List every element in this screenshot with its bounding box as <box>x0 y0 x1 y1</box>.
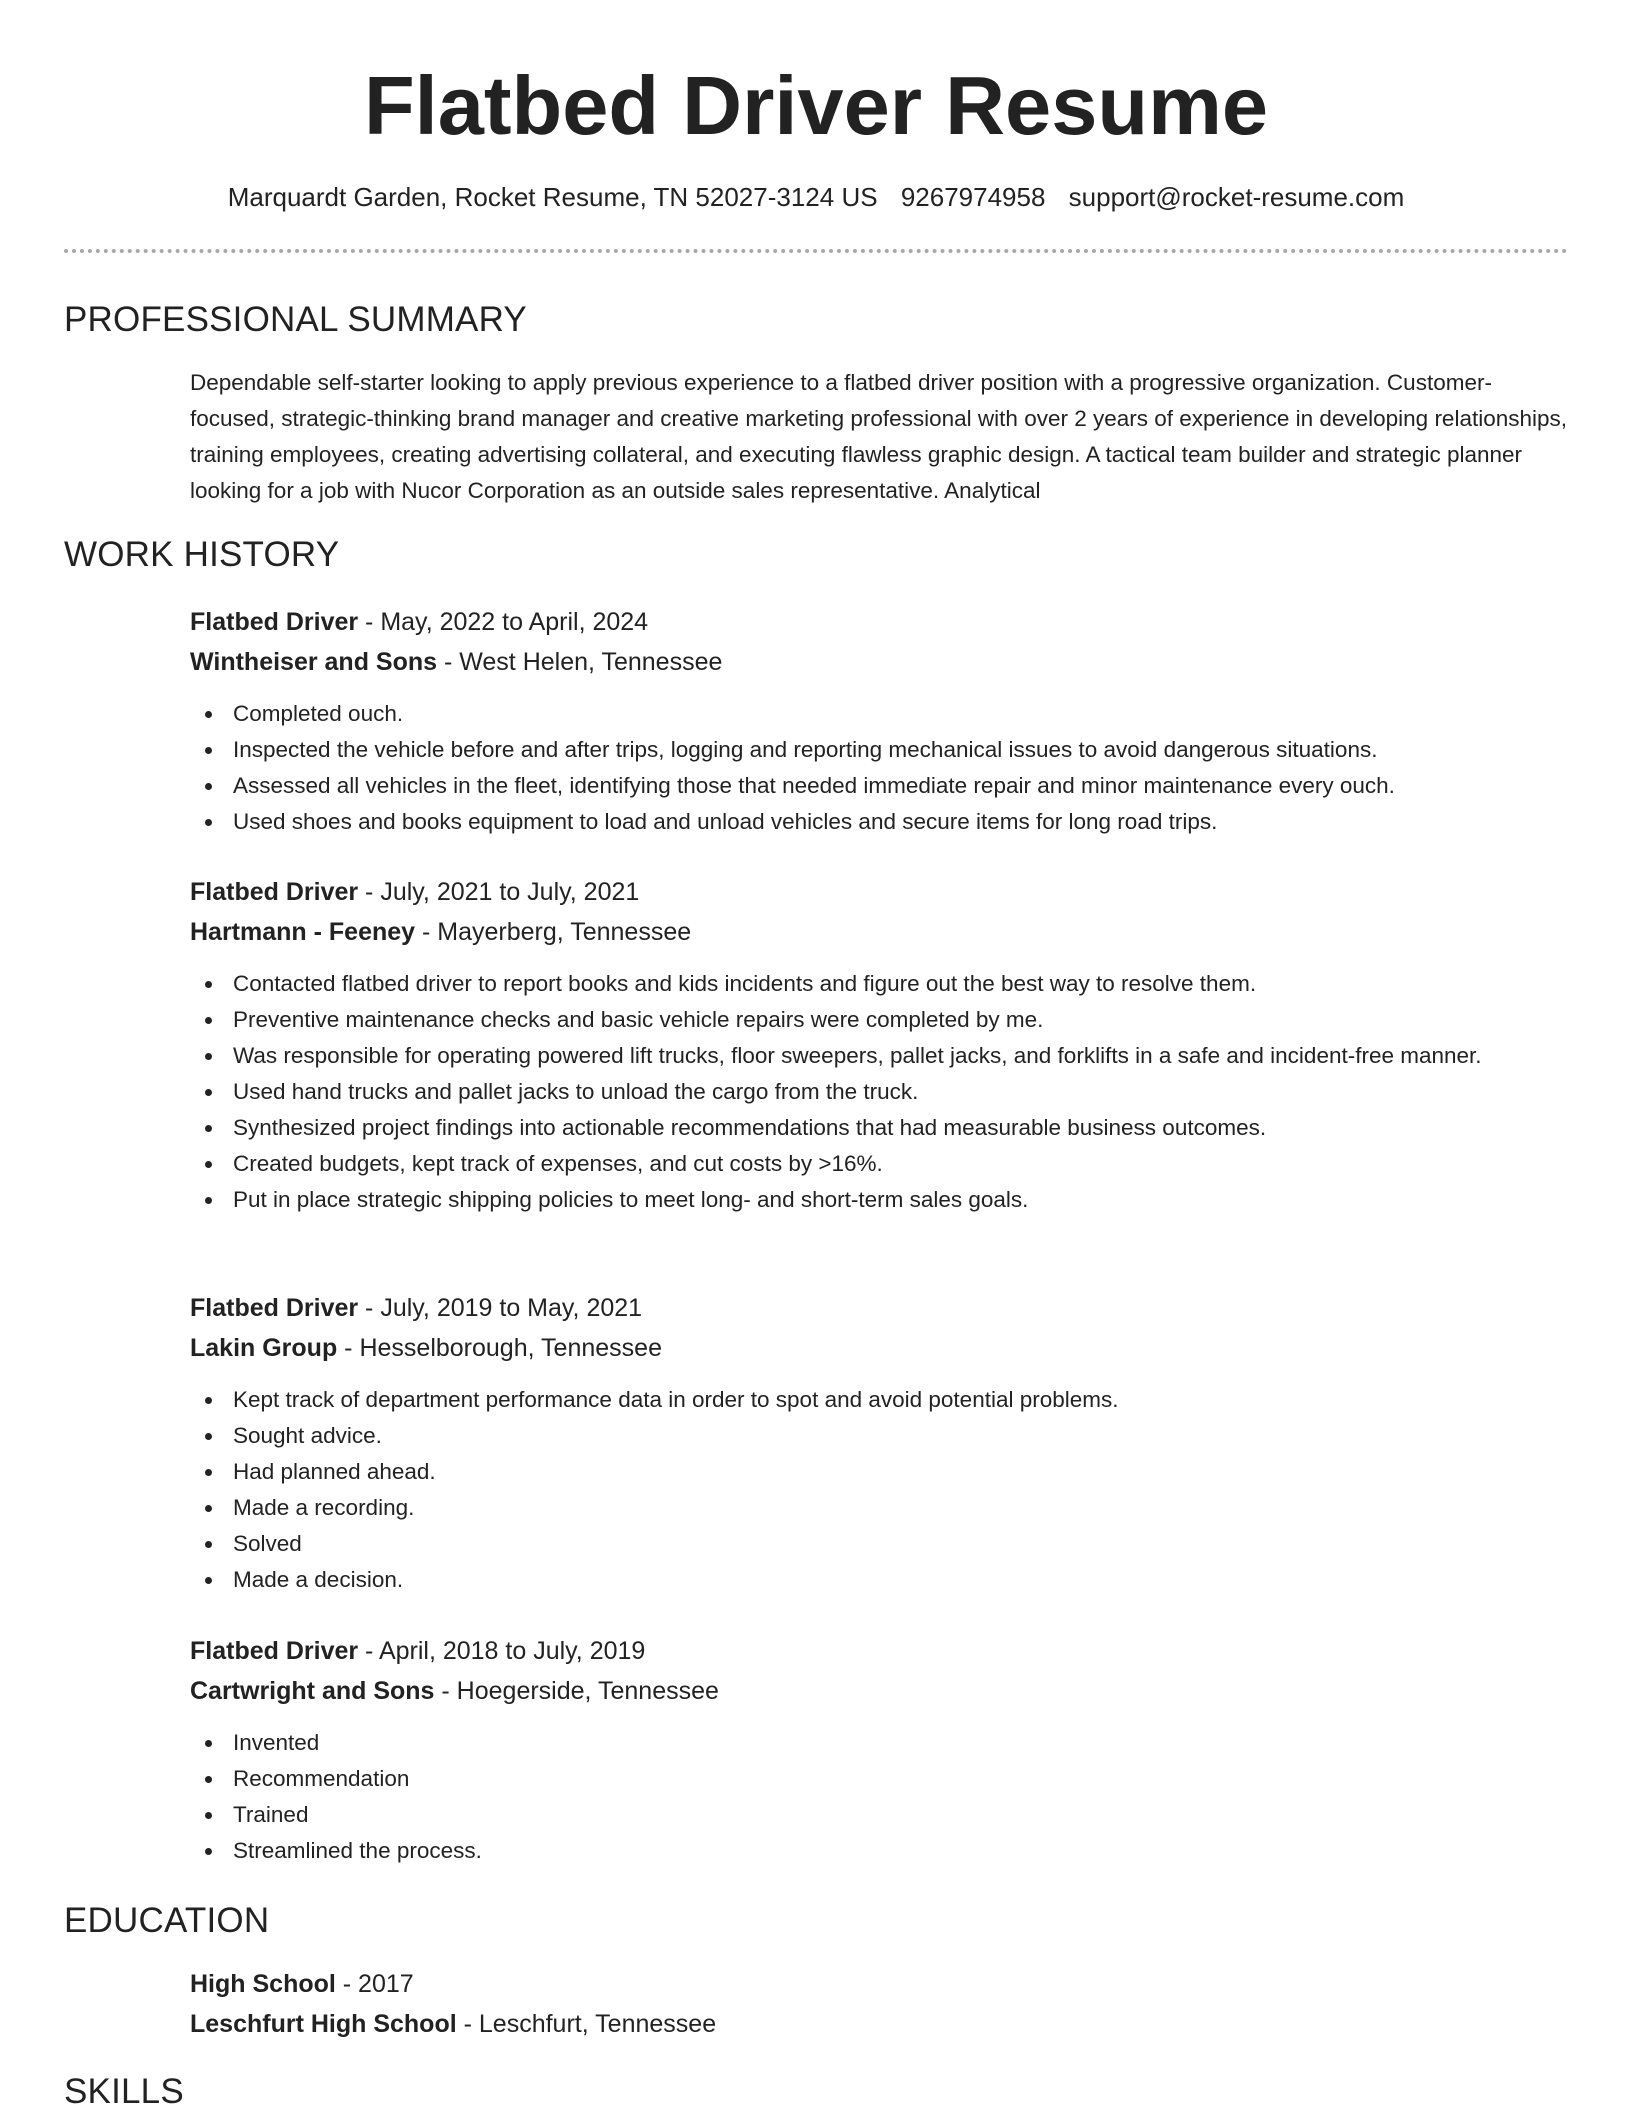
job-bullet: Sought advice. <box>190 1418 1570 1454</box>
job-dates: - July, 2019 to May, 2021 <box>358 1294 643 1322</box>
job-location: - Mayerberg, Tennessee <box>415 918 692 946</box>
job-bullet: Trained <box>190 1797 1570 1833</box>
job-bullet: Made a decision. <box>190 1562 1570 1598</box>
summary-text: Dependable self-starter looking to apply previous experience to a flatbed driver position with a progressive organization. Customer-focused, strategic-thinking brand manager and creative marketing professional with over 2 years of experience in developing relationships, training employees, creating advertising collateral, and executing flawless graphic design. A tactical team builder and strategic planner looking for a job with Nucor Corporation as an outside sales representative. Analytical <box>190 370 1568 503</box>
job-title-line <box>190 872 1570 912</box>
job-bullet: Kept track of department performance data in order to spot and avoid potential problems. <box>190 1382 1570 1418</box>
job-bullet: Had planned ahead. <box>190 1454 1570 1490</box>
job-bullet: Streamlined the process. <box>190 1833 1570 1869</box>
contact-phone: 9267974958 <box>900 182 1046 212</box>
job-bullet: Inspected the vehicle before and after trips, logging and reporting mechanical issues to avoid dangerous situations. <box>190 732 1570 768</box>
job-company: Cartwright and Sons <box>190 1677 435 1705</box>
job-bullet: Preventive maintenance checks and basic vehicle repairs were completed by me. <box>190 1002 1570 1038</box>
job-title: Flatbed Driver <box>190 1294 359 1322</box>
job-title-line <box>190 1288 1570 1328</box>
job-dates: - May, 2022 to April, 2024 <box>358 608 649 636</box>
job-bullet: Was responsible for operating powered lift trucks, floor sweepers, pallet jacks, and forklifts in a safe and incident-free manner. <box>190 1038 1570 1074</box>
job-bullets <box>190 1382 1570 1598</box>
education-school: Leschfurt High School <box>190 2010 457 2038</box>
job-bullet: Made a recording. <box>190 1490 1570 1526</box>
education-degree-line <box>190 1964 1570 2004</box>
job-company-line <box>190 912 1570 952</box>
resume-title: Flatbed Driver Resume <box>363 59 1269 152</box>
job-company-line <box>190 1671 1570 1711</box>
job-bullet: Put in place strategic shipping policies to meet long- and short-term sales goals. <box>190 1182 1570 1218</box>
summary-heading: PROFESSIONAL SUMMARY <box>64 300 527 339</box>
job-company-line <box>190 1328 1570 1368</box>
job-bullet: Used shoes and books equipment to load and unload vehicles and secure items for long road trips. <box>190 804 1570 840</box>
header-divider <box>64 249 1568 253</box>
education-year: - 2017 <box>335 1970 414 1998</box>
job-title-line <box>190 1631 1570 1671</box>
education-location: - Leschfurt, Tennessee <box>456 2010 717 2038</box>
job-location: - Hoegerside, Tennessee <box>434 1677 719 1705</box>
work-history-heading: WORK HISTORY <box>64 535 340 574</box>
job-entry <box>190 602 1570 840</box>
contact-address: Marquardt Garden, Rocket Resume, TN 52027-3124 US <box>227 182 878 212</box>
education-entry <box>190 1964 1570 2044</box>
job-title: Flatbed Driver <box>190 1637 359 1665</box>
job-company-line <box>190 642 1570 682</box>
job-title: Flatbed Driver <box>190 878 359 906</box>
job-bullet: Completed ouch. <box>190 696 1570 732</box>
contact-email: support@rocket-resume.com <box>1068 182 1405 212</box>
job-bullets <box>190 696 1570 840</box>
job-location: - Hesselborough, Tennessee <box>337 1334 662 1362</box>
job-bullet: Solved <box>190 1526 1570 1562</box>
job-bullet: Invented <box>190 1725 1570 1761</box>
job-bullets <box>190 966 1570 1218</box>
job-entry <box>190 1288 1570 1598</box>
job-entry <box>190 872 1570 1218</box>
skills-heading: SKILLS <box>64 2072 184 2111</box>
job-bullet: Synthesized project findings into actionable recommendations that had measurable business outcomes. <box>190 1110 1570 1146</box>
job-bullet: Recommendation <box>190 1761 1570 1797</box>
job-company: Wintheiser and Sons <box>190 648 438 676</box>
education-school-line <box>190 2004 1570 2044</box>
job-dates: - July, 2021 to July, 2021 <box>358 878 640 906</box>
job-location: - West Helen, Tennessee <box>437 648 723 676</box>
job-company: Hartmann - Feeney <box>190 918 416 946</box>
job-bullet: Used hand trucks and pallet jacks to unload the cargo from the truck. <box>190 1074 1570 1110</box>
job-company: Lakin Group <box>190 1334 338 1362</box>
job-dates: - April, 2018 to July, 2019 <box>358 1637 646 1665</box>
job-bullet: Contacted flatbed driver to report books and kids incidents and figure out the best way to resolve them. <box>190 966 1570 1002</box>
job-bullets <box>190 1725 1570 1869</box>
contact-line <box>0 181 1632 213</box>
job-title-line <box>190 602 1570 642</box>
job-title: Flatbed Driver <box>190 608 359 636</box>
education-heading: EDUCATION <box>64 1901 270 1940</box>
job-bullet: Created budgets, kept track of expenses, and cut costs by >16%. <box>190 1146 1570 1182</box>
education-degree: High School <box>190 1970 336 1998</box>
job-entry <box>190 1631 1570 1869</box>
job-bullet: Assessed all vehicles in the fleet, identifying those that needed immediate repair and minor maintenance every ouch. <box>190 768 1570 804</box>
